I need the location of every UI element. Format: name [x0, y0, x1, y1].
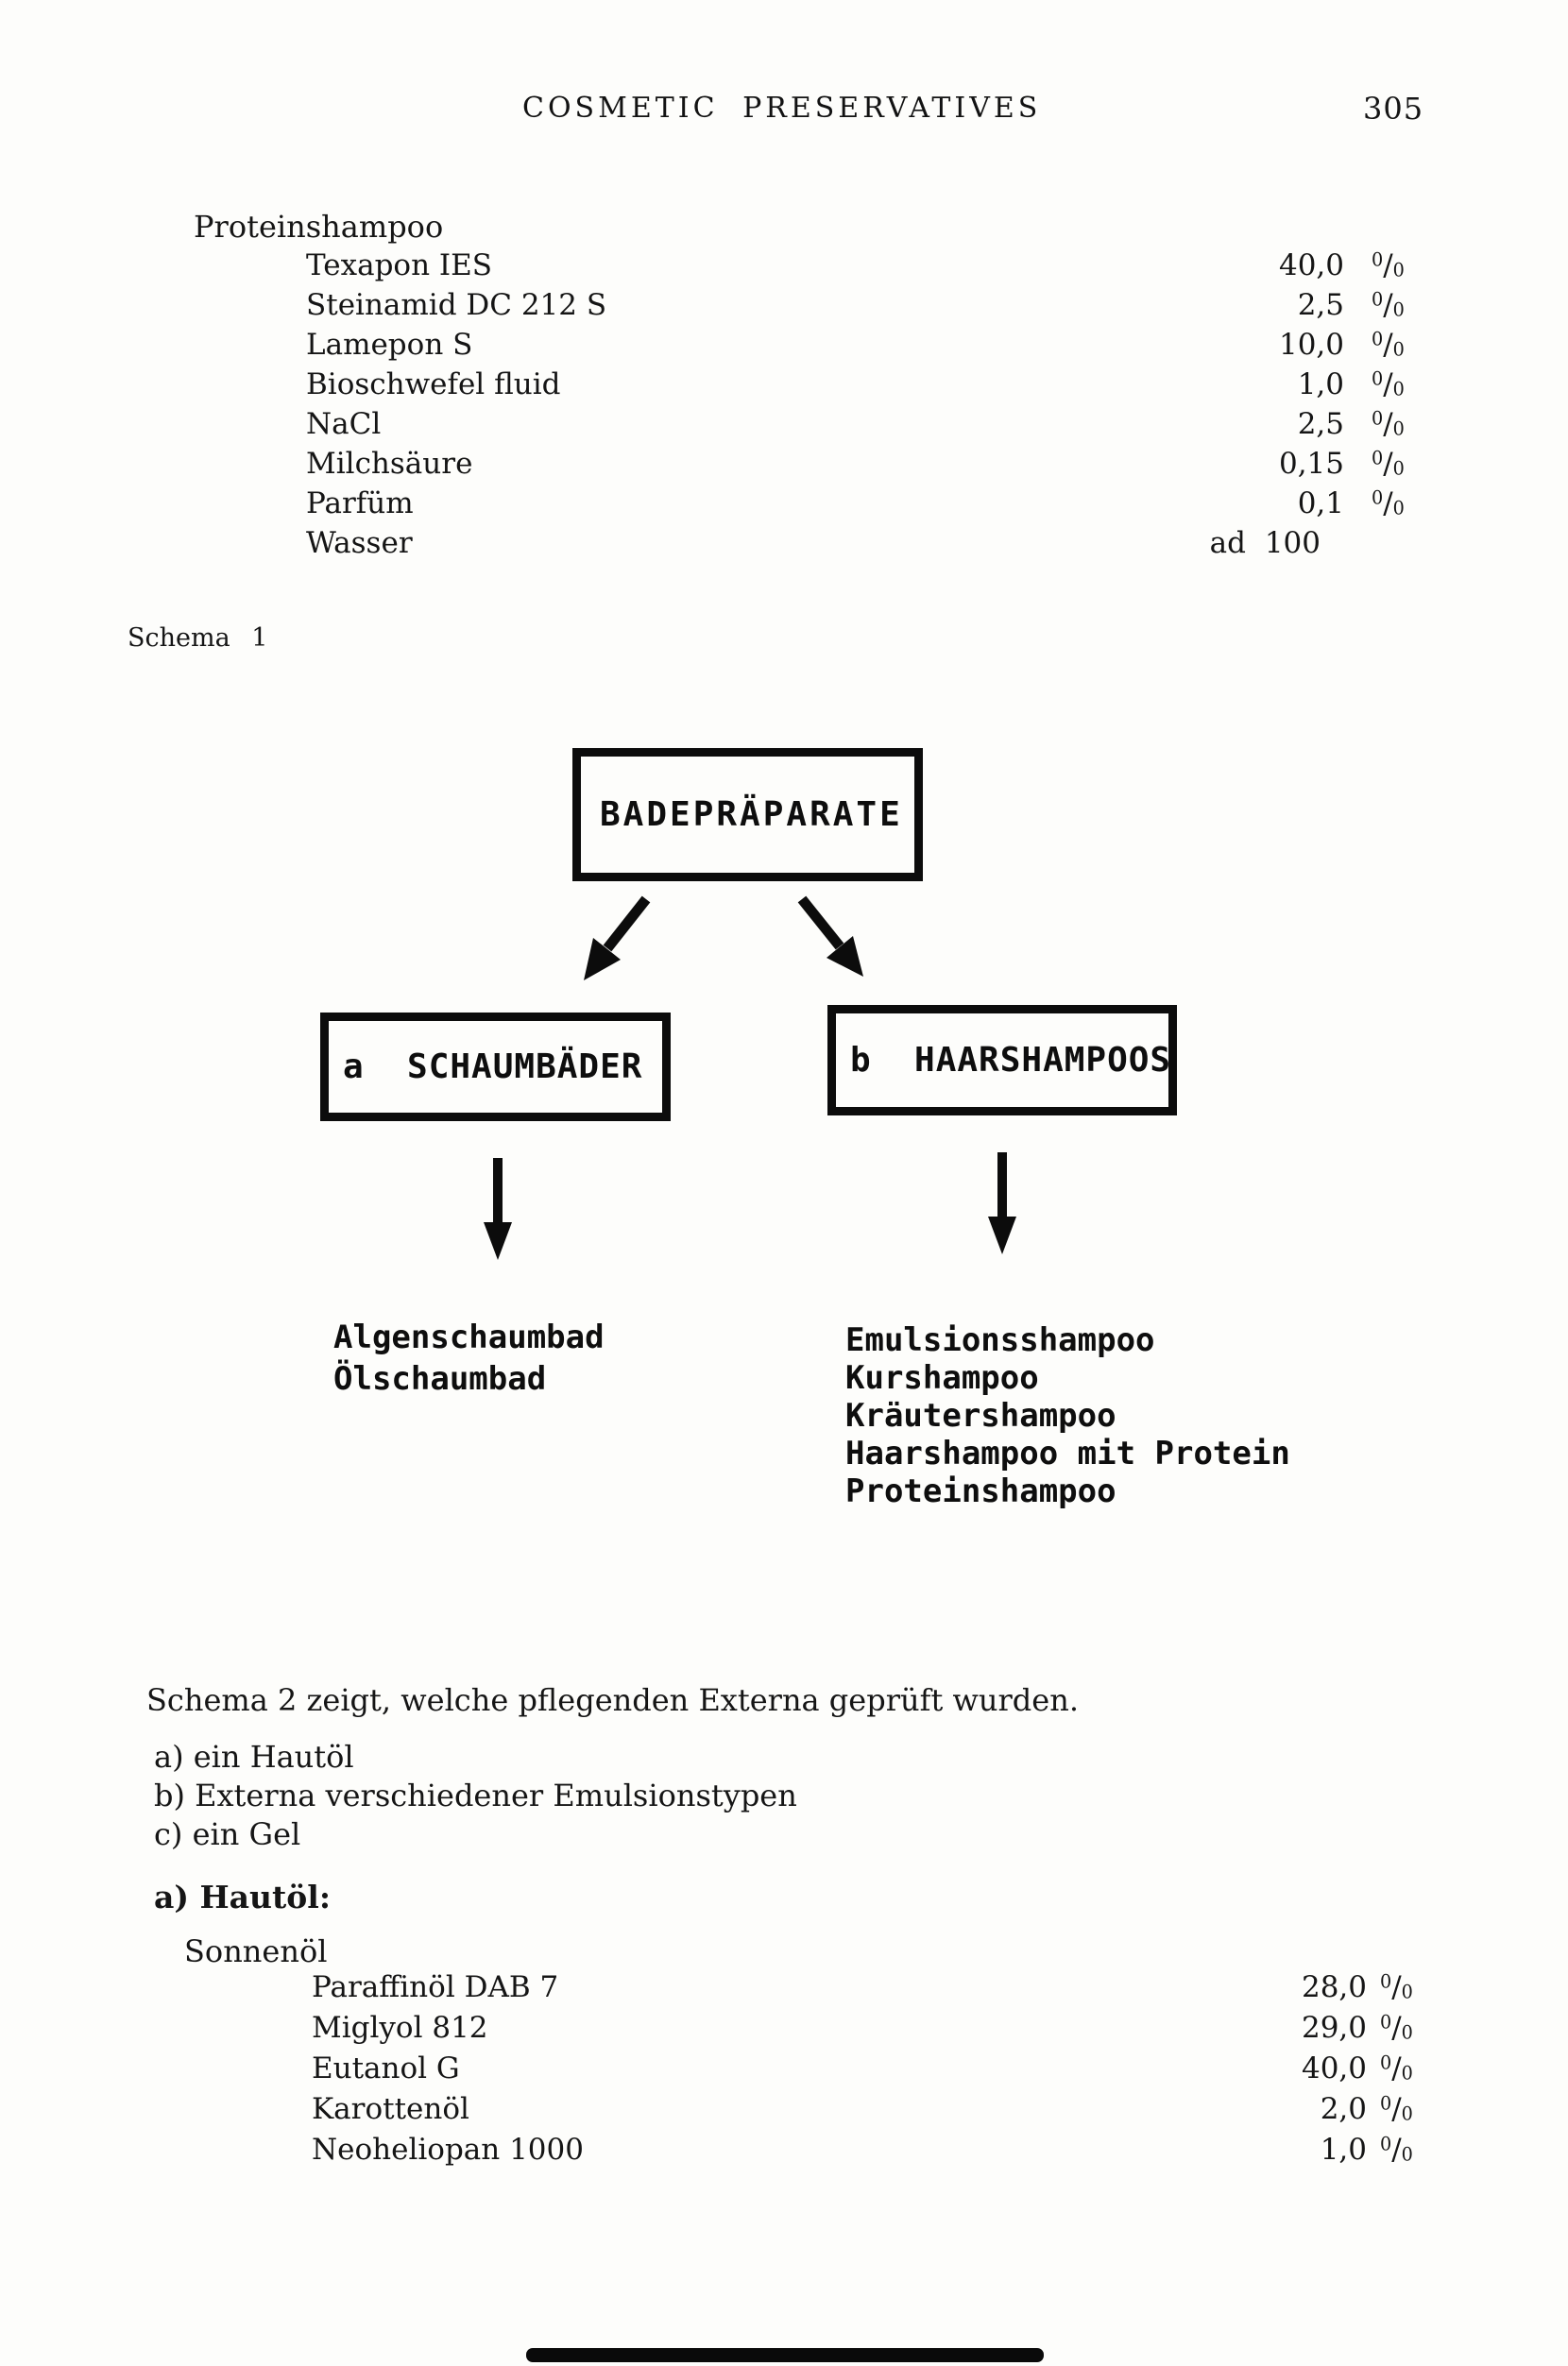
- ingredient-name: Steinamid DC 212 S: [306, 288, 607, 322]
- ingredient-unit: [1380, 1970, 1413, 2004]
- ingredient-row: [0, 288, 1568, 328]
- branch-b-item: Kurshampoo: [845, 1359, 1039, 1397]
- flowchart-branch-b-box: b HAARSHAMPOOS: [827, 1005, 1177, 1115]
- ingredient-row: [0, 526, 1568, 566]
- ingredient-name: Miglyol 812: [312, 2011, 488, 2045]
- percent-sign: $^0$/0: [1372, 328, 1405, 362]
- ingredient-row: [0, 407, 1568, 447]
- ingredient-unit: [1372, 367, 1405, 401]
- ingredient-amount: 2,0: [1320, 2092, 1367, 2126]
- ingredient-row: [0, 2133, 1568, 2173]
- percent-sign: $^0$/0: [1372, 248, 1405, 282]
- branch-a-item: Algenschaumbad: [333, 1319, 605, 1356]
- schema2-intro-text: Schema 2 zeigt, welche pflegenden Externa geprüft wurden.: [146, 1682, 1079, 1718]
- ingredient-row: [0, 486, 1568, 526]
- branch-b-item: Emulsionsshampoo: [845, 1321, 1155, 1359]
- externa-item: a) ein Hautöl: [154, 1739, 354, 1775]
- ingredient-name: Eutanol G: [312, 2051, 460, 2085]
- arrow-down-b-icon: [988, 1152, 1016, 1254]
- branch-b-item: Kräutershampoo: [845, 1397, 1116, 1435]
- externa-item: b) Externa verschiedener Emulsionstypen: [154, 1778, 797, 1813]
- ingredient-unit: [1372, 447, 1405, 481]
- ingredient-row: [0, 447, 1568, 486]
- ingredient-unit: [1372, 407, 1405, 441]
- ingredient-amount: 28,0: [1301, 1970, 1367, 2004]
- percent-sign: $^0$/0: [1380, 2133, 1413, 2167]
- ingredient-name: Bioschwefel fluid: [306, 367, 561, 401]
- ingredient-row: [0, 328, 1568, 367]
- percent-sign: $^0$/0: [1380, 2092, 1413, 2126]
- ingredient-amount: 0,15: [1278, 447, 1344, 481]
- scan-artifact-bar: [526, 2348, 1044, 2362]
- branch-b-item-list: [845, 1321, 1290, 1510]
- branch-a-item: Ölschaumbad: [333, 1360, 547, 1398]
- ingredient-row: [0, 2092, 1568, 2133]
- branch-b-item: Proteinshampoo: [845, 1472, 1116, 1510]
- ingredient-name: Lamepon S: [306, 328, 473, 362]
- percent-sign: $^0$/0: [1380, 2051, 1413, 2085]
- externa-item: c) ein Gel: [154, 1816, 301, 1852]
- ingredient-name: Karottenöl: [312, 2092, 469, 2126]
- percent-sign: $^0$/0: [1372, 288, 1405, 322]
- hautoel-heading: a) Hautöl:: [154, 1879, 332, 1915]
- ingredient-unit: [1380, 2133, 1413, 2167]
- percent-sign: $^0$/0: [1372, 367, 1405, 401]
- ingredient-name: Paraffinöl DAB 7: [312, 1970, 559, 2004]
- recipe-proteinshampoo-title: Proteinshampoo: [194, 209, 444, 245]
- ingredient-unit: [1380, 2051, 1413, 2085]
- percent-sign: $^0$/0: [1372, 407, 1405, 441]
- page-number: 305: [1363, 91, 1424, 127]
- percent-sign: $^0$/0: [1380, 2011, 1413, 2045]
- ingredient-unit: [1372, 248, 1405, 282]
- ingredient-amount: 40,0: [1301, 2051, 1367, 2085]
- ingredient-unit: [1380, 2092, 1413, 2126]
- ingredient-name: Milchsäure: [306, 447, 473, 481]
- ingredient-amount: 10,0: [1278, 328, 1344, 362]
- ingredient-amount: 29,0: [1301, 2011, 1367, 2045]
- arrow-down-left-icon: [584, 899, 646, 980]
- percent-sign: $^0$/0: [1380, 1970, 1413, 2004]
- ingredient-amount: 2,5: [1297, 407, 1344, 441]
- ingredient-unit: [1372, 288, 1405, 322]
- externa-type-list: [154, 1738, 797, 1854]
- ingredient-amount: 1,0: [1320, 2133, 1367, 2167]
- ingredient-name: Parfüm: [306, 486, 414, 520]
- ingredient-name: Wasser: [306, 526, 413, 560]
- ingredient-row: [0, 1970, 1568, 2011]
- ingredient-unit: [1372, 486, 1405, 520]
- ingredient-unit: [1372, 328, 1405, 362]
- recipe-proteinshampoo-table: [0, 248, 1568, 566]
- ingredient-amount: 40,0: [1278, 248, 1344, 282]
- branch-a-item-list: [333, 1317, 605, 1400]
- ingredient-row: [0, 2051, 1568, 2092]
- percent-sign: $^0$/0: [1372, 486, 1405, 520]
- ingredient-name: Texapon IES: [306, 248, 493, 282]
- ingredient-row: [0, 2011, 1568, 2051]
- ingredient-amount: 0,1: [1297, 486, 1344, 520]
- running-head-title: COSMETIC PRESERVATIVES: [522, 92, 1042, 125]
- ingredient-amount: ad 100: [1209, 526, 1321, 560]
- flowchart-branch-a-box: a SCHAUMBÄDER: [320, 1013, 671, 1121]
- schema1-caption: Schema 1: [128, 623, 268, 653]
- arrow-down-right-icon: [802, 899, 863, 977]
- ingredient-amount: 1,0: [1297, 367, 1344, 401]
- ingredient-row: [0, 248, 1568, 288]
- flowchart-root-box: BADEPRÄPARATE: [572, 748, 923, 881]
- ingredient-name: NaCl: [306, 407, 382, 441]
- ingredient-row: [0, 367, 1568, 407]
- percent-sign: $^0$/0: [1372, 447, 1405, 481]
- ingredient-unit: [1380, 2011, 1413, 2045]
- arrow-down-a-icon: [484, 1158, 512, 1260]
- branch-b-item: Haarshampoo mit Protein: [845, 1435, 1290, 1472]
- ingredient-name: Neoheliopan 1000: [312, 2133, 584, 2167]
- sonnenoel-label: Sonnenöl: [184, 1933, 328, 1969]
- ingredient-amount: 2,5: [1297, 288, 1344, 322]
- recipe-sonnenoel-table: [0, 1970, 1568, 2173]
